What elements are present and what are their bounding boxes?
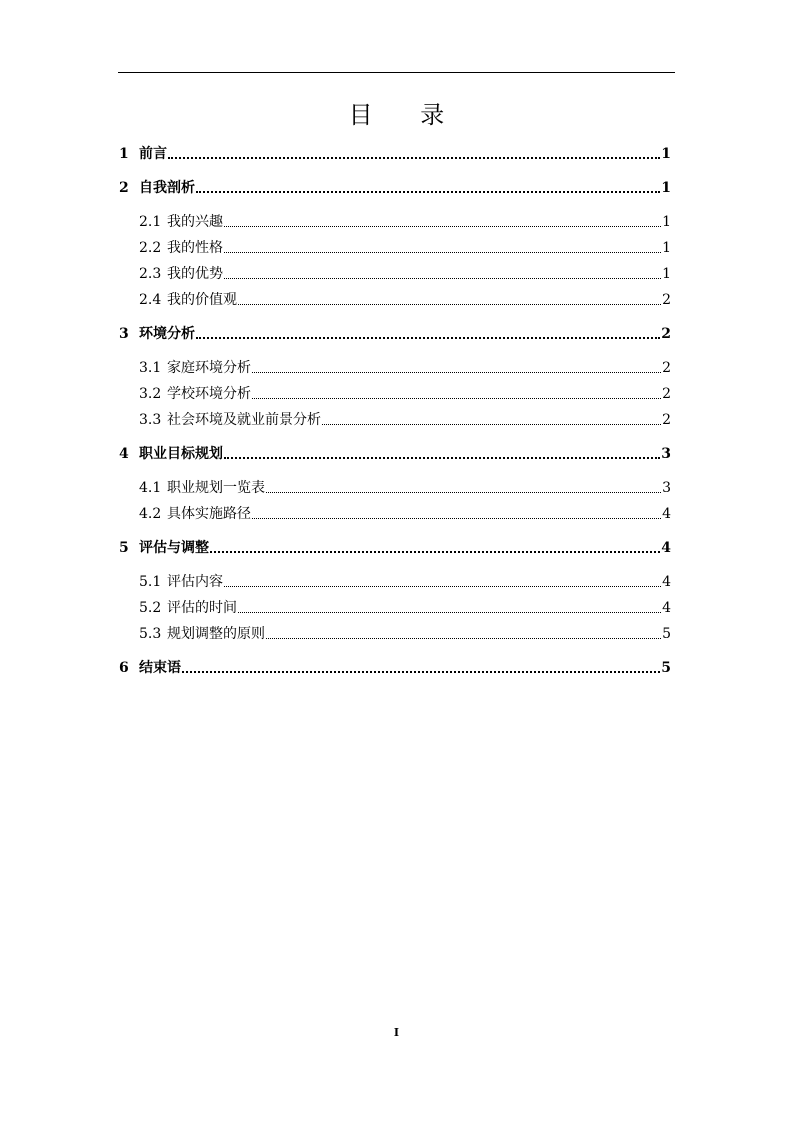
- toc-entry[interactable]: [119, 179, 671, 197]
- toc-entry[interactable]: [139, 505, 671, 523]
- toc-entry[interactable]: [139, 385, 671, 403]
- toc-leader-dots: [322, 423, 661, 425]
- toc-entry-number: 5.3: [139, 626, 162, 642]
- toc-leader-dots: [196, 336, 660, 339]
- toc-entry-number: 6: [119, 660, 129, 676]
- toc-entry-page: 4: [662, 506, 671, 522]
- toc-entry-number: 3.1: [139, 360, 162, 376]
- toc-leader-dots: [210, 550, 660, 553]
- toc-entry[interactable]: [139, 573, 671, 591]
- toc-entry[interactable]: [139, 213, 671, 231]
- toc-entry-title: 规划调整的原则: [167, 626, 265, 642]
- toc-entry[interactable]: [119, 539, 671, 557]
- toc-entry[interactable]: [119, 659, 671, 677]
- toc-entry[interactable]: [139, 291, 671, 309]
- toc-leader-dots: [252, 517, 661, 519]
- toc-entry-page: 2: [662, 412, 671, 428]
- toc-entry-page: 3: [662, 480, 671, 496]
- toc-leader-dots: [182, 670, 660, 673]
- toc-leader-dots: [238, 611, 661, 613]
- toc-entry[interactable]: [119, 445, 671, 463]
- toc-leader-dots: [224, 251, 661, 253]
- toc-entry-number: 3.2: [139, 386, 162, 402]
- toc-entry-title: 评估的时间: [167, 600, 237, 616]
- toc-entry-page: 4: [662, 574, 671, 590]
- toc-entry[interactable]: [119, 325, 671, 343]
- toc-entry-title: 环境分析: [139, 326, 195, 342]
- toc-entry-page: 5: [661, 660, 671, 676]
- toc-entry-title: 职业规划一览表: [167, 480, 265, 496]
- toc-entry-page: 1: [661, 146, 671, 162]
- toc-entry[interactable]: [119, 145, 671, 163]
- toc-entry-title: 评估内容: [167, 574, 223, 590]
- toc-entry-page: 2: [662, 386, 671, 402]
- toc-entry-title: 职业目标规划: [139, 446, 223, 462]
- toc-entry-title: 我的兴趣: [167, 214, 223, 230]
- toc-entry[interactable]: [139, 359, 671, 377]
- toc-leader-dots: [252, 371, 661, 373]
- toc-entry-page: 5: [662, 626, 671, 642]
- toc-entry-title: 学校环境分析: [167, 386, 251, 402]
- toc-entry[interactable]: [139, 265, 671, 283]
- toc-leader-dots: [238, 303, 661, 305]
- toc-entry-page: 2: [662, 360, 671, 376]
- toc-entry-page: 1: [661, 180, 671, 196]
- toc-entry-number: 1: [119, 146, 129, 162]
- toc-entry-page: 3: [661, 446, 671, 462]
- toc-leader-dots: [224, 277, 661, 279]
- toc-entry-number: 2.3: [139, 266, 162, 282]
- toc-entry-title: 我的优势: [167, 266, 223, 282]
- toc-leader-dots: [224, 225, 661, 227]
- toc-entry[interactable]: [139, 239, 671, 257]
- toc-entry-title: 具体实施路径: [167, 506, 251, 522]
- toc-entry-number: 5.2: [139, 600, 162, 616]
- toc-leader-dots: [168, 156, 660, 159]
- toc-entry-number: 5.1: [139, 574, 162, 590]
- toc-entry-page: 4: [661, 540, 671, 556]
- toc-entry-number: 2: [119, 180, 129, 196]
- toc-entry-number: 3: [119, 326, 129, 342]
- toc-entry-title: 社会环境及就业前景分析: [167, 412, 321, 428]
- toc-entry-title: 我的性格: [167, 240, 223, 256]
- toc-entry-number: 2.4: [139, 292, 162, 308]
- toc-entry-title: 我的价值观: [167, 292, 237, 308]
- toc-leader-dots: [224, 585, 661, 587]
- toc-entry[interactable]: [139, 479, 671, 497]
- footer-page-number: I: [393, 1026, 400, 1039]
- toc-entry-number: 4.2: [139, 506, 162, 522]
- toc-leader-dots: [266, 491, 661, 493]
- toc-leader-dots: [224, 456, 660, 459]
- toc-entry-number: 2.2: [139, 240, 162, 256]
- toc-entry-title: 家庭环境分析: [167, 360, 251, 376]
- toc-entry-title: 自我剖析: [139, 180, 195, 196]
- toc-entry-page: 4: [662, 600, 671, 616]
- toc-entry-page: 2: [661, 326, 671, 342]
- toc-entry-number: 5: [119, 540, 129, 556]
- toc-entry-page: 1: [662, 240, 671, 256]
- toc-entry-title: 结束语: [139, 660, 181, 676]
- toc-title: 目 录: [348, 101, 465, 129]
- toc-entry[interactable]: [139, 625, 671, 643]
- toc-entry-page: 2: [662, 292, 671, 308]
- toc-entry-page: 1: [662, 214, 671, 230]
- toc-entry-title: 前言: [139, 146, 167, 162]
- toc-entry-page: 1: [662, 266, 671, 282]
- toc-leader-dots: [252, 397, 661, 399]
- toc-entry-number: 2.1: [139, 214, 162, 230]
- toc-entry[interactable]: [139, 599, 671, 617]
- toc-leader-dots: [196, 190, 660, 193]
- toc-entry-number: 4.1: [139, 480, 162, 496]
- toc-entry-number: 3.3: [139, 412, 162, 428]
- toc-entry[interactable]: [139, 411, 671, 429]
- toc-entry-title: 评估与调整: [139, 540, 209, 556]
- toc-entry-number: 4: [119, 446, 129, 462]
- toc-leader-dots: [266, 637, 661, 639]
